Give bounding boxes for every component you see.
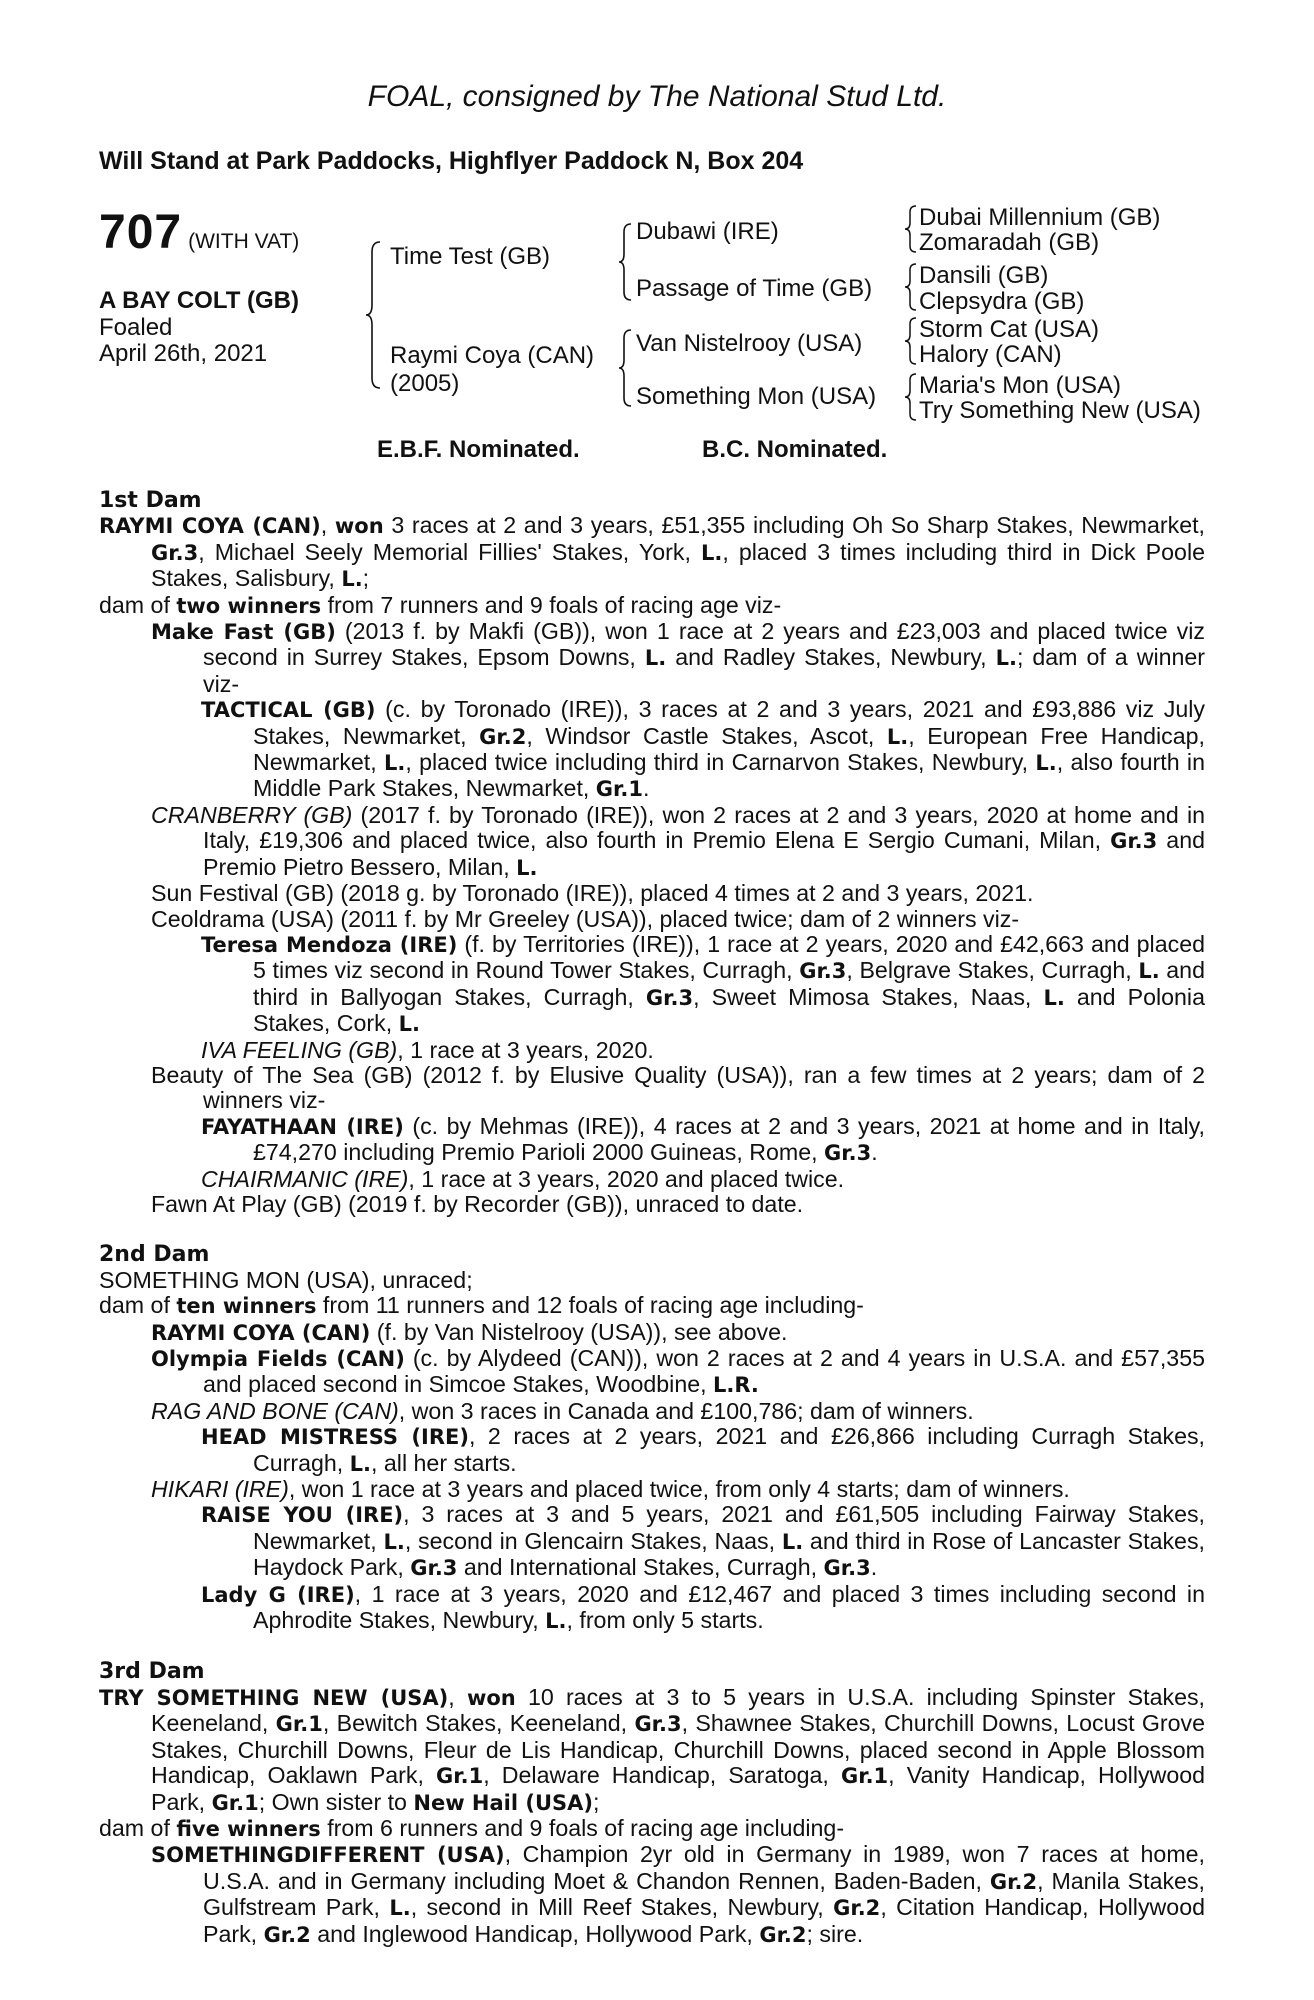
dam-entry: SOMETHING MON (USA), unraced;: [99, 1266, 473, 1293]
produce-entry: IVA FEELING (GB), 1 race at 3 years, 2020.: [201, 1036, 654, 1063]
pedigree-g3: Dansili (GB): [919, 262, 1049, 289]
second-dam-heading: 2nd Dam: [99, 1242, 210, 1268]
produce-entry: FAYATHAAN (IRE) (c. by Mehmas (IRE)), 4 races at 2 and 3 years, 2021 at home and in Italy, £74,270 including Premio Parioli 2000 Guineas, Rome, Gr.3.: [201, 1112, 1205, 1166]
produce-entry: Sun Festival (GB) (2018 g. by Toronado (IRE)), placed 4 times at 2 and 3 years, 2021.: [151, 880, 1034, 907]
third-dam-heading: 3rd Dam: [99, 1659, 205, 1685]
produce-entry: CRANBERRY (GB) (2017 f. by Toronado (IRE)), won 2 races at 2 and 3 years, 2020 at home and in Italy, £19,306 and placed twice, also fourth in Premio Elena E Sergio Cumani, Milan, Gr.3 and Premio Pietro Bessero, Milan, L.: [151, 801, 1205, 880]
foaled-label: Foaled: [99, 314, 173, 341]
pedigree-g1: Dubai Millennium (GB): [919, 204, 1161, 231]
pedigree-g4: Clepsydra (GB): [919, 288, 1085, 315]
produce-entry: SOMETHINGDIFFERENT (USA), Champion 2yr old in Germany in 1989, won 7 races at home, U.S.A. and in Germany including Moet & Chandon Rennen, Baden-Baden, Gr.2, Manila Stakes, Gulfstream Park, L., second in Mill Reef Stakes, Newbury, Gr.2, Citation Handicap, Hollywood Park, Gr.2 and Inglewood Handicap, Hollywood Park, Gr.2; sire.: [151, 1841, 1205, 1947]
pedigree-brace-g2: [903, 262, 919, 312]
pedigree-dam: Raymi Coya (CAN): [390, 342, 595, 369]
pedigree-g8: Try Something New (USA): [919, 397, 1201, 424]
horse-name: A BAY COLT (GB): [99, 287, 300, 314]
pedigree-brace-sire: [617, 222, 635, 302]
pedigree-brace-main: [364, 240, 384, 390]
pedigree-g2: Zomaradah (GB): [919, 229, 1100, 256]
produce-summary: dam of five winners from 6 runners and 9 foals of racing age including-: [99, 1814, 845, 1841]
page-title: FOAL, consigned by The National Stud Ltd.: [367, 80, 947, 113]
lot-heading: [99, 205, 299, 260]
lot-number: 707: [99, 206, 183, 259]
produce-entry: Teresa Mendoza (IRE) (f. by Territories (IRE)), 1 race at 2 years, 2020 and £42,663 and placed 5 times viz second in Round Tower Stakes, Curragh, Gr.3, Belgrave Stakes, Curragh, L. and third in Ballyogan Stakes, Curragh, Gr.3, Sweet Mimosa Stakes, Naas, L. and Polonia Stakes, Cork, L.: [201, 930, 1205, 1037]
produce-summary: dam of two winners from 7 runners and 9 foals of racing age viz-: [99, 591, 782, 618]
produce-entry: Lady G (IRE), 1 race at 3 years, 2020 and £12,467 and placed 3 times including second in Aphrodite Stakes, Newbury, L., from only 5 starts.: [201, 1580, 1205, 1634]
pedigree-brace-dam: [617, 328, 635, 408]
pedigree-g5: Storm Cat (USA): [919, 316, 1100, 343]
produce-entry: RAG AND BONE (CAN), won 3 races in Canada and £100,786; dam of winners.: [151, 1397, 974, 1424]
bc-nomination: B.C. Nominated.: [702, 436, 888, 463]
first-dam-heading: 1st Dam: [99, 488, 202, 513]
pedigree-sire-sire: Dubawi (IRE): [636, 218, 779, 245]
pedigree-brace-g4: [903, 372, 919, 422]
produce-entry: TACTICAL (GB) (c. by Toronado (IRE)), 3 races at 2 and 3 years, 2021 and £93,886 viz July Stakes, Newmarket, Gr.2, Windsor Castle Stakes, Ascot, L., European Free Handicap, Newmarket, L., placed twice including third in Carnarvon Stakes, Newbury, L., also fourth in Middle Park Stakes, Newmarket, Gr.1.: [201, 696, 1205, 802]
produce-entry: Ceoldrama (USA) (2011 f. by Mr Greeley (USA)), placed twice; dam of 2 winners viz-: [151, 905, 1020, 932]
vat-note: (WITH VAT): [188, 230, 300, 253]
pedigree-dam-dam: Something Mon (USA): [636, 383, 877, 410]
produce-entry: Make Fast (GB) (2013 f. by Makfi (GB)), won 1 race at 2 years and £23,003 and placed twice viz second in Surrey Stakes, Epsom Downs, L. and Radley Stakes, Newbury, L.; dam of a winner viz-: [151, 618, 1205, 697]
produce-entry: Fawn At Play (GB) (2019 f. by Recorder (GB)), unraced to date.: [151, 1190, 804, 1217]
pedigree-dam-year: (2005): [390, 370, 460, 397]
produce-entry: Olympia Fields (CAN) (c. by Alydeed (CAN)), won 2 races at 2 and 4 years in U.S.A. and £57,355 and placed second in Simcoe Stakes, Woodbine, L.R.: [151, 1345, 1205, 1398]
pedigree-dam-sire: Van Nistelrooy (USA): [636, 330, 863, 357]
produce-entry: HEAD MISTRESS (IRE), 2 races at 2 years, 2021 and £26,866 including Curragh Stakes, Curragh, L., all her starts.: [201, 1423, 1206, 1476]
pedigree-sire-dam: Passage of Time (GB): [636, 275, 873, 302]
ebf-nomination: E.B.F. Nominated.: [377, 436, 580, 463]
stand-location: Will Stand at Park Paddocks, Highflyer Paddock N, Box 204: [99, 147, 804, 175]
dam-entry: TRY SOMETHING NEW (USA), won 10 races at 3 to 5 years in U.S.A. including Spinster Stakes, Keeneland, Gr.1, Bewitch Stakes, Keeneland, Gr.3, Shawnee Stakes, Churchill Downs, Locust Grove Stakes, Churchill Downs, Fleur de Lis Handicap, Churchill Downs, placed second in Apple Blossom Handicap, Oaklawn Park, Gr.1, Delaware Handicap, Saratoga, Gr.1, Vanity Handicap, Hollywood Park, Gr.1; Own sister to New Hail (USA);: [99, 1683, 1206, 1815]
produce-entry: RAYMI COYA (CAN) (f. by Van Nistelrooy (USA)), see above.: [151, 1318, 788, 1345]
produce-entry: CHAIRMANIC (IRE), 1 race at 3 years, 2020 and placed twice.: [201, 1165, 845, 1192]
family-notes: [99, 488, 1205, 1948]
dam-entry: RAYMI COYA (CAN), won 3 races at 2 and 3 years, £51,355 including Oh So Sharp Stakes, Newmarket, Gr.3, Michael Seely Memorial Fillies' Stakes, York, L., placed 3 times including third in Dick Poole Stakes, Salisbury, L.;: [99, 512, 1205, 592]
foaled-date: April 26th, 2021: [99, 340, 268, 367]
pedigree-sire: Time Test (GB): [390, 243, 551, 270]
produce-entry: RAISE YOU (IRE), 3 races at 3 and 5 years, 2021 and £61,505 including Fairway Stakes, Newmarket, L., second in Glencairn Stakes, Naas, L. and third in Rose of Lancaster Stakes, Haydock Park, Gr.3 and International Stakes, Curragh, Gr.3.: [201, 1501, 1205, 1581]
pedigree-brace-g3: [903, 316, 919, 366]
produce-entry: Beauty of The Sea (GB) (2012 f. by Elusive Quality (USA)), ran a few times at 2 years; dam of 2 winners viz-: [151, 1061, 1205, 1114]
produce-summary: dam of ten winners from 11 runners and 12 foals of racing age including-: [99, 1292, 864, 1319]
pedigree-g6: Halory (CAN): [919, 341, 1062, 368]
pedigree-brace-g1: [903, 204, 919, 254]
pedigree-g7: Maria's Mon (USA): [919, 372, 1121, 399]
produce-entry: HIKARI (IRE), won 1 race at 3 years and placed twice, from only 4 starts; dam of winners.: [151, 1476, 1070, 1503]
